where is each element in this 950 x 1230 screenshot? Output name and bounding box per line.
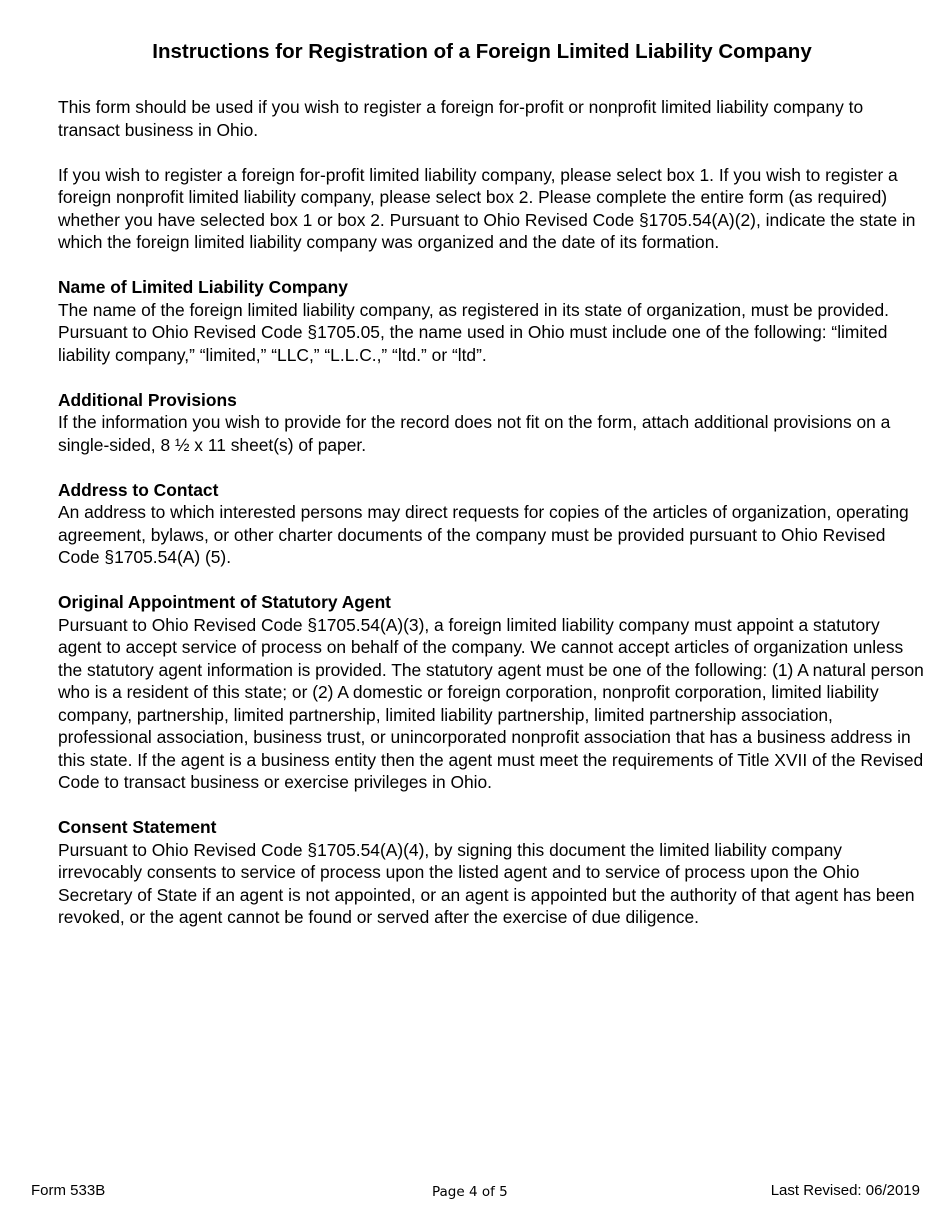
section-body: Pursuant to Ohio Revised Code §1705.54(A)(4), by signing this document the limited liability company irrevocably consents to service of process upon the listed agent and to service of process upon the Ohio Secretary of State if an agent is not appointed, or an agent is appointed but the authority of that agent has been revoked, or the agent cannot be found or served after the exercise of due diligence. <box>58 839 915 927</box>
intro-paragraph-1: This form should be used if you wish to register a foreign for-profit or nonprofit limited liability company to transact business in Ohio. <box>58 97 864 140</box>
section-heading: Address to Contact <box>58 479 219 500</box>
footer-revised-date: Last Revised: 06/2019 <box>770 1182 920 1199</box>
footer-form-number: Form 533B <box>31 1182 106 1199</box>
section-heading: Original Appointment of Statutory Agent <box>58 592 391 612</box>
section-heading: Name of Limited Liability Company <box>58 277 348 297</box>
document-body <box>58 96 926 951</box>
page-title: Instructions for Registration of a Foreign Limited Liability Company <box>152 40 812 63</box>
section-body: The name of the foreign limited liability company, as registered in its state of organization, must be provided. Pursuant to Ohio Revised Code §1705.05, the name used in Ohio must include one of the following: “limited liability company,” “limited,” “LLC,” “L.L.C.,” “ltd.” or “ltd”. <box>58 299 889 365</box>
section-statutory-agent <box>58 591 926 794</box>
section-additional-provisions <box>58 389 926 457</box>
footer-page-number: Page 4 of 5 <box>432 1184 508 1200</box>
section-address-to-contact <box>58 479 926 569</box>
section-heading: Consent Statement <box>58 817 217 837</box>
intro-paragraph-2: If you wish to register a foreign for-profit limited liability company, please select box 1. If you wish to register a foreign nonprofit limited liability company, please select box 2. Please complete the entire form (as required) whether you have selected box 1 or box 2. Pursuant to Ohio Revised Code §1705.54(A)(2), indicate the state in which the foreign limited liability company was organized and the date of its formation. <box>58 164 916 252</box>
section-name-of-llc <box>58 276 926 366</box>
section-body: An address to which interested persons may direct requests for copies of the articles of organization, operating agreement, bylaws, or other charter documents of the company must be provided pursuant to Ohio Revised Code §1705.54(A) (5). <box>58 502 909 567</box>
section-body: Pursuant to Ohio Revised Code §1705.54(A)(3), a foreign limited liability company must appoint a statutory agent to accept service of process on behalf of the company. We cannot accept articles of organization unless the statutory agent information is provided. The statutory agent must be one of the following: (1) A natural person who is a resident of this state; or (2) A domestic or foreign corporation, nonprofit corporation, limited liability company, partnership, limited partnership, limited liability partnership, limited partnership association, professional association, business trust, or unincorporated nonprofit association that has a business address in this state. If the agent is a business entity then the agent must meet the requirements of Title XVII of the Revised Code to transact business or exercise privileges in Ohio. <box>58 614 924 792</box>
section-heading: Additional Provisions <box>58 389 237 410</box>
section-consent-statement <box>58 816 926 929</box>
section-body: If the information you wish to provide for the record does not fit on the form, attach additional provisions on a single-sided, 8 ½ x 11 sheet(s) of paper. <box>58 412 891 455</box>
